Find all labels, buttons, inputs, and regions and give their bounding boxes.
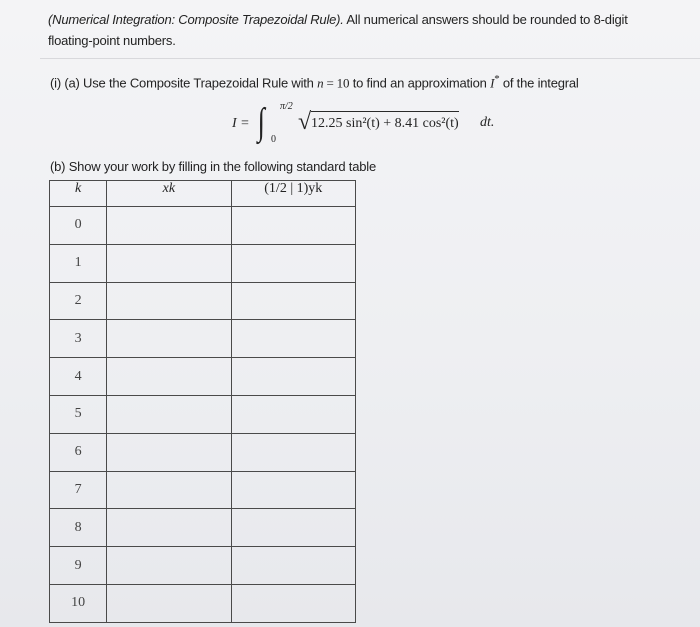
table-row [50, 433, 356, 471]
radicand: 12.25 sin²(t) + 8.41 cos²(t) [311, 111, 459, 132]
row-k-value: 1 [50, 244, 107, 282]
problem-topic: (Numerical Integration: Composite Trapezoidal Rule). [48, 12, 344, 27]
part-a-middle: to find an approximation [349, 75, 491, 91]
table-row [50, 584, 356, 622]
header-yk: (1/2 | 1)yk [231, 181, 355, 207]
yk-input-cell[interactable] [231, 358, 355, 396]
row-k-value: 0 [50, 207, 107, 245]
integral-sign: ∫ [257, 101, 265, 143]
xk-input-cell[interactable] [107, 395, 231, 433]
table-row [50, 320, 356, 358]
part-a-suffix: of the integral [499, 75, 579, 91]
yk-input-cell[interactable] [231, 207, 355, 245]
table-row [50, 547, 356, 585]
row-k-value: 5 [50, 395, 107, 433]
yk-input-cell[interactable] [231, 547, 355, 585]
row-k-value: 9 [50, 547, 107, 585]
header-xk: xk [107, 181, 231, 207]
table-row [50, 358, 356, 396]
table-row [50, 509, 356, 547]
differential: dt. [480, 115, 495, 130]
part-a-prompt [50, 73, 579, 91]
row-k-value: 8 [50, 509, 107, 547]
xk-input-cell[interactable] [107, 320, 231, 358]
yk-input-cell[interactable] [231, 433, 355, 471]
radical-sign: √ [298, 109, 312, 135]
header-k: k [50, 181, 107, 207]
xk-input-cell[interactable] [107, 547, 231, 585]
row-k-value: 3 [50, 320, 107, 358]
upper-limit: π/2 [280, 101, 293, 112]
n-value: 10 [336, 75, 350, 91]
trapezoidal-table [49, 180, 356, 623]
yk-input-cell[interactable] [231, 395, 355, 433]
part-a-prefix: (i) (a) Use the Composite Trapezoidal Rule with [50, 75, 318, 91]
yk-input-cell[interactable] [231, 320, 355, 358]
xk-input-cell[interactable] [107, 433, 231, 471]
lower-limit: 0 [271, 134, 276, 145]
row-k-value: 2 [50, 282, 107, 320]
yk-input-cell[interactable] [231, 584, 355, 622]
problem-intro [48, 9, 668, 51]
i-star-symbol: I [490, 75, 495, 91]
problem-instruction: All numerical answers should be rounded to 8-digit floating-point numbers. [48, 12, 628, 48]
row-k-value: 10 [50, 584, 107, 622]
yk-input-cell[interactable] [231, 282, 355, 320]
table-row [50, 282, 356, 320]
yk-input-cell[interactable] [231, 471, 355, 509]
yk-input-cell[interactable] [231, 244, 355, 282]
table-row [50, 244, 356, 282]
xk-input-cell[interactable] [107, 471, 231, 509]
table-header-row [50, 181, 356, 207]
xk-input-cell[interactable] [107, 358, 231, 396]
table-row [50, 207, 356, 245]
xk-input-cell[interactable] [107, 584, 231, 622]
row-k-value: 7 [50, 471, 107, 509]
row-k-value: 4 [50, 358, 107, 396]
formula-lhs: I = [232, 116, 250, 131]
row-k-value: 6 [50, 433, 107, 471]
xk-input-cell[interactable] [107, 244, 231, 282]
table-row [50, 471, 356, 509]
xk-input-cell[interactable] [107, 282, 231, 320]
n-variable: n [317, 75, 324, 91]
integral-formula [228, 103, 508, 153]
table-row [50, 395, 356, 433]
yk-input-cell[interactable] [231, 509, 355, 547]
part-b-prompt: (b) Show your work by filling in the following standard table [50, 159, 376, 174]
star-superscript: * [494, 73, 500, 85]
xk-input-cell[interactable] [107, 207, 231, 245]
equals-sign: = [323, 75, 337, 91]
xk-input-cell[interactable] [107, 509, 231, 547]
